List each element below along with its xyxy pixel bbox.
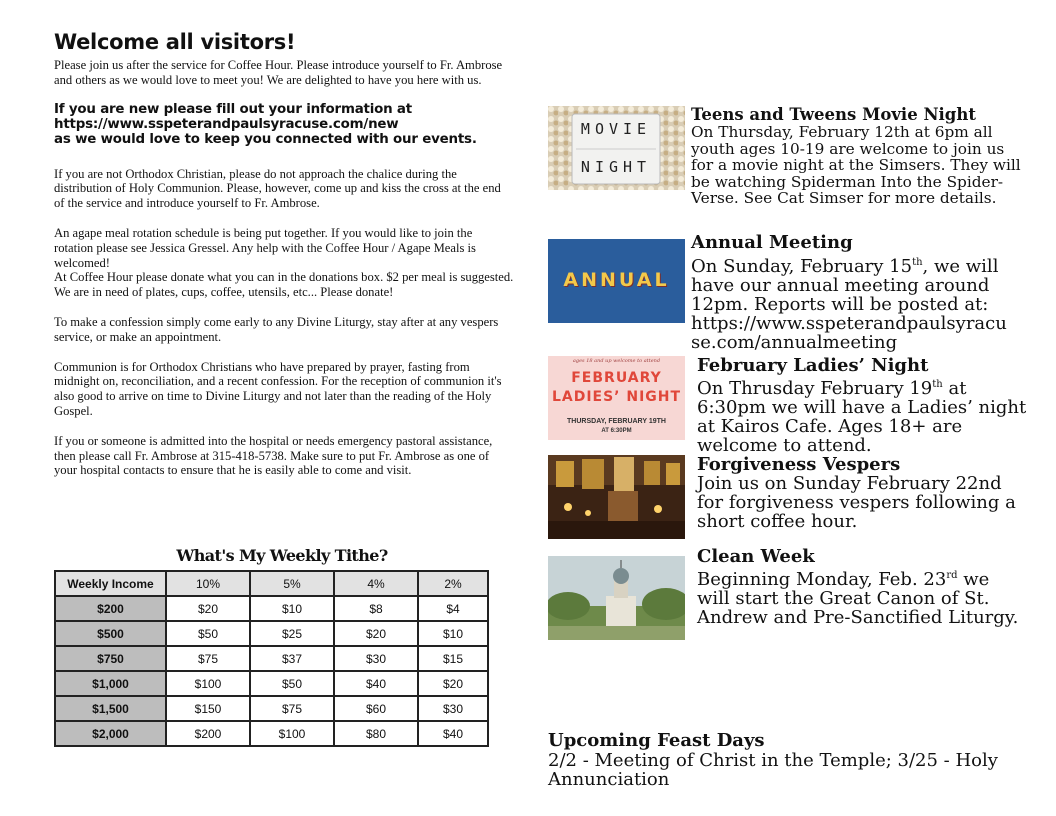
welcome-intro: Please join us after the service for Coffee Hour. Please introduce yourself to Fr. Ambrose and others as we would love to meet you! We are delighted to have you here with us. [54, 58, 503, 87]
tithe-amount-cell: $100 [250, 721, 334, 746]
tithe-header: Weekly Income [55, 571, 166, 596]
tithe-amount-cell: $10 [418, 621, 488, 646]
ladies-img-l1: FEBRUARY [571, 370, 662, 386]
tithe-amount-cell: $60 [334, 696, 418, 721]
tithe-amount-cell: $15 [418, 646, 488, 671]
tithe-header-row [55, 571, 488, 596]
tithe-amount-cell: $80 [334, 721, 418, 746]
tithe-amount-cell: $30 [418, 696, 488, 721]
clean-week-image [548, 556, 685, 640]
forgiveness-vespers-text [697, 455, 1027, 531]
welcome-title: Welcome all visitors! [54, 30, 296, 54]
annual-meeting-title: Annual Meeting [691, 232, 853, 253]
tithe-amount-cell: $30 [334, 646, 418, 671]
tithe-income-cell: $750 [55, 646, 166, 671]
tithe-amount-cell: $25 [250, 621, 334, 646]
communion-notice: Communion is for Orthodox Christians who have prepared by prayer, fasting from midnight on, reconciliation, and a recent confession. For the reception of communion it's also good to arrive on time to Divine Liturgy and not later than the reading of the Holy Gospel. [54, 359, 502, 418]
ladies-img-top: ages 18 and up welcome to attend [572, 358, 661, 364]
ladies-night-text [697, 356, 1027, 455]
clean-week-body: Beginning Monday, Feb. 23rd we will start the Great Canon of St. Andrew and Pre-Sanctified Liturgy. [697, 569, 1019, 628]
tithe-amount-cell: $75 [166, 646, 250, 671]
tithe-amount-cell: $50 [166, 621, 250, 646]
new-visitor-url[interactable]: https://www.sspeterandpaulsyracuse.com/new [54, 116, 399, 132]
tithe-amount-cell: $200 [166, 721, 250, 746]
ladies-img-l4: AT 6:30PM [601, 428, 632, 434]
tithe-table [54, 570, 489, 747]
tithe-amount-cell: $4 [418, 596, 488, 621]
tithe-amount-cell: $40 [418, 721, 488, 746]
tithe-amount-cell: $8 [334, 596, 418, 621]
tithe-amount-cell: $75 [250, 696, 334, 721]
forgiveness-vespers-body: Join us on Sunday February 22nd for forgiveness vespers following a short coffee hour. [697, 473, 1016, 532]
tithe-income-cell: $500 [55, 621, 166, 646]
tithe-amount-cell: $20 [334, 621, 418, 646]
tithe-header: 5% [250, 571, 334, 596]
tithe-row [55, 646, 488, 671]
annual-meeting-body: On Sunday, February 15th, we will have our annual meeting around 12pm. Reports will be posted at: https://www.sspeterandpaulsyracu se.com/annualmeeting [691, 256, 1007, 353]
tithe-amount-cell: $150 [166, 696, 250, 721]
movie-img-line2: NIGHT [580, 158, 652, 176]
hospital-notice: If you or someone is admitted into the hospital or needs emergency pastoral assistance, then please call Fr. Ambrose at 315-418-5738. Make sure to put Fr. Ambrose as one of your hospital contacts to ensure that he is easily able to come and visit. [54, 433, 493, 478]
tithe-income-cell: $1,000 [55, 671, 166, 696]
movie-img-line1: MOVIE [580, 120, 652, 138]
ladies-night-body: On Thrusday February 19th at 6:30pm we will have a Ladies’ night at Kairos Cafe. Ages 18+ are welcome to attend. [697, 378, 1027, 456]
annual-meeting-text [691, 233, 1021, 352]
tithe-row [55, 671, 488, 696]
tithe-header: 4% [334, 571, 418, 596]
feast-days-title: Upcoming Feast Days [548, 730, 765, 751]
feast-days-body: 2/2 - Meeting of Christ in the Temple; 3/25 - Holy Annunciation [548, 750, 998, 790]
movie-night-image [548, 106, 685, 190]
confession-notice: To make a confession simply come early to any Divine Liturgy, stay after at any vespers service, or make an appointment. [54, 314, 499, 344]
tithe-amount-cell: $20 [418, 671, 488, 696]
feast-days [548, 731, 1028, 789]
clean-week-title: Clean Week [697, 546, 815, 567]
forgiveness-vespers-title: Forgiveness Vespers [697, 454, 901, 475]
tithe-header: 2% [418, 571, 488, 596]
tithe-row [55, 696, 488, 721]
tithe-amount-cell: $50 [250, 671, 334, 696]
tithe-income-cell: $200 [55, 596, 166, 621]
movie-night-title: Teens and Tweens Movie Night [691, 105, 976, 124]
ladies-night-image [548, 356, 685, 440]
movie-night-text [691, 106, 1021, 207]
non-orthodox-notice: If you are not Orthodox Christian, please do not approach the chalice during the distribution of Holy Communion. Please, however, come up and kiss the cross at the end of the service and introduce yourself to Fr. Ambrose. [54, 166, 501, 211]
tithe-title: What's My Weekly Tithe? [176, 546, 388, 565]
forgiveness-vespers-image [548, 455, 685, 539]
ladies-img-l2: LADIES’ NIGHT [551, 389, 682, 405]
tithe-row [55, 596, 488, 621]
ladies-img-l3: THURSDAY, FEBRUARY 19TH [567, 418, 666, 425]
tithe-amount-cell: $20 [166, 596, 250, 621]
donation-notice: At Coffee Hour please donate what you can in the donations box. $2 per meal is suggested. We are in need of plates, cups, coffee, utensils, etc... Please donate! [54, 270, 514, 300]
clean-week-text [697, 547, 1027, 627]
annual-meeting-image [548, 239, 685, 323]
welcome-section [54, 30, 514, 478]
tithe-income-cell: $2,000 [55, 721, 166, 746]
tithe-row [55, 621, 488, 646]
new-visitor-line3: as we would love to keep you connected with our events. [54, 131, 477, 147]
agape-notice: An agape meal rotation schedule is being put together. If you would like to join the rotation please see Jessica Gressel. Any help with the Coffee Hour / Agape Meals is welcomed! [54, 225, 476, 270]
annual-img-word: ANNUAL [563, 269, 670, 291]
tithe-amount-cell: $100 [166, 671, 250, 696]
tithe-income-cell: $1,500 [55, 696, 166, 721]
tithe-row [55, 721, 488, 746]
tithe-amount-cell: $10 [250, 596, 334, 621]
tithe-header: 10% [166, 571, 250, 596]
tithe-amount-cell: $40 [334, 671, 418, 696]
movie-night-body: On Thursday, February 12th at 6pm all youth ages 10-19 are welcome to join us for a movie night at the Simsers. They will be watching Spiderman Into the Spider-Verse. See Cat Simser for more details. [691, 123, 1021, 207]
ladies-night-title: February Ladies’ Night [697, 355, 929, 376]
new-visitor-line1: If you are new please fill out your information at [54, 101, 412, 117]
tithe-amount-cell: $37 [250, 646, 334, 671]
